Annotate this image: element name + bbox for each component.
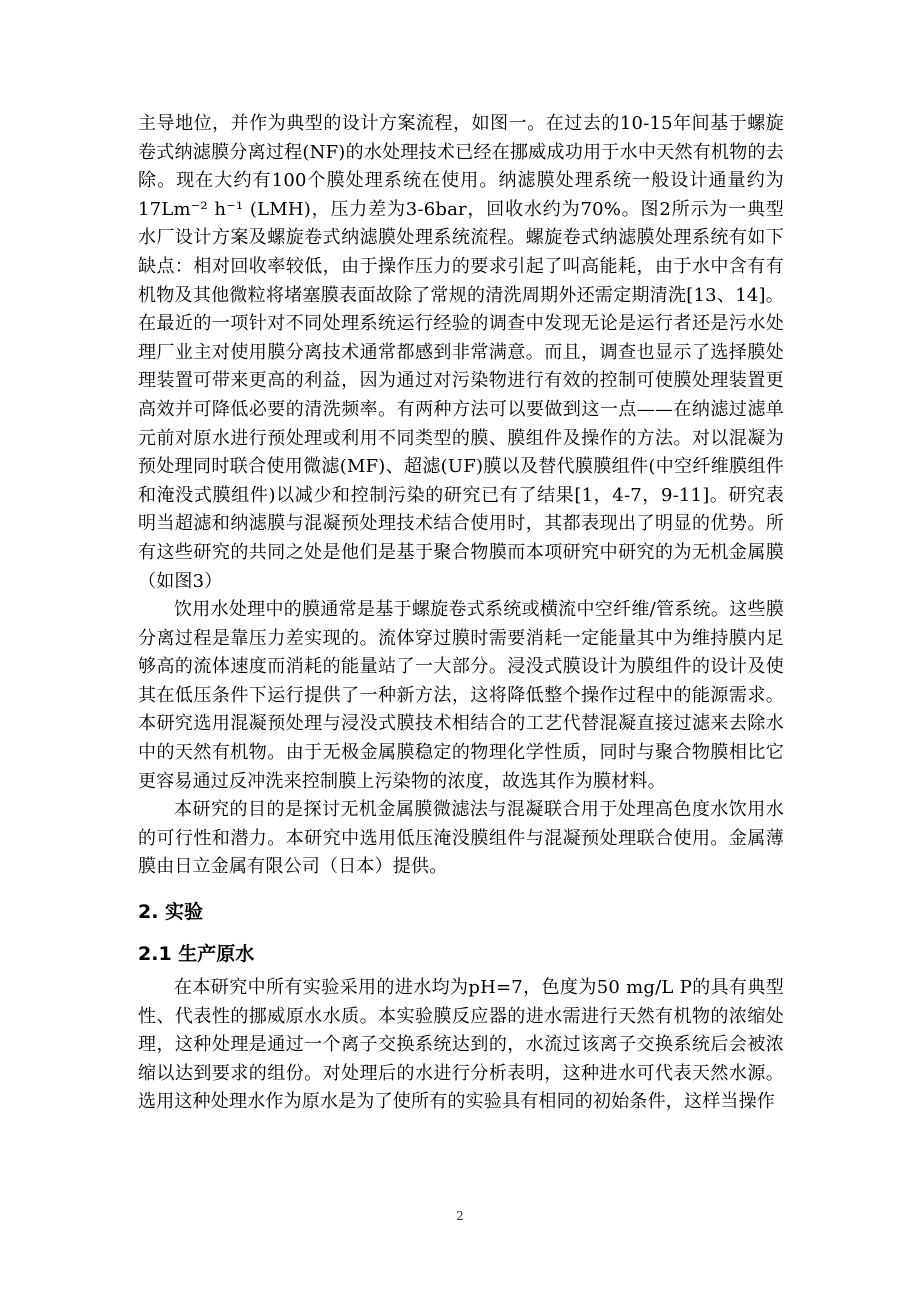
- page-number: 2: [456, 1209, 464, 1223]
- subsection-heading-raw-water: 2.1 生产原水: [138, 943, 255, 966]
- intro-paragraph-1: 主导地位，并作为典型的设计方案流程，如图一。在过去的10-15年间基于螺旋卷式纳滤膜分离过程(NF)的水处理技术已经在挪威成功用于水中天然有机物的去除。现在大约有100个膜处理系统在使用。纳滤膜处理系统一般设计通量约为17Lm⁻² h⁻¹ (LMH)，压力差为3-6bar，回收水约为70%。图2所示为一典型水厂设计方案及螺旋卷式纳滤膜处理系统流程。螺旋卷式纳滤膜处理系统有如下缺点：相对回收率较低，由于操作压力的要求引起了叫高能耗，由于水中含有有机物及其他微粒将堵塞膜表面故除了常规的清洗周期外还需定期清洗[13、14]。在最近的一项针对不同处理系统运行经验的调查中发现无论是运行者还是污水处理厂业主对使用膜分离技术通常都感到非常满意。而且，调查也显示了选择膜处理装置可带来更高的利益，因为通过对污染物进行有效的控制可使膜处理装置更高效并可降低必要的清洗频率。有两种方法可以要做到这一点——在纳滤过滤单元前对原水进行预处理或利用不同类型的膜、膜组件及操作的方法。对以混凝为预处理同时联合使用微滤(MF)、超滤(UF)膜以及替代膜膜组件(中空纤维膜组件和淹没式膜组件)以减少和控制污染的研究已有了结果[1，4-7，9-11]。研究表明当超滤和纳滤膜与混凝预处理技术结合使用时，其都表现出了明显的优势。所有这些研究的共同之处是他们是基于聚合物膜而本项研究中研究的为无机金属膜（如图3）: [138, 113, 784, 592]
- intro-paragraph-3: 本研究的目的是探讨无机金属膜微滤法与混凝联合用于处理高色度水饮用水的可行性和潜力。本研究中选用低压淹没膜组件与混凝预处理联合使用。金属薄膜由日立金属有限公司（日本）提供。: [138, 799, 784, 878]
- raw-water-paragraph: 在本研究中所有实验采用的进水均为pH=7，色度为50 mg/L P的具有典型性、代表性的挪威原水水质。本实验膜反应器的进水需进行天然有机物的浓缩处理，这种处理是通过一个离子交换系统达到的，水流过该离子交换系统后会被浓缩以达到要求的组份。对处理后的水进行分析表明，这种进水可代表天然水源。选用这种处理水作为原水是为了使所有的实验具有相同的初始条件，这样当操作: [138, 977, 784, 1113]
- page-body: [138, 110, 784, 1117]
- intro-paragraph-2: 饮用水处理中的膜通常是基于螺旋卷式系统或横流中空纤维/管系统。这些膜分离过程是靠压力差实现的。流体穿过膜时需要消耗一定能量其中为维持膜内足够高的流体速度而消耗的能量站了一大部分。浸没式膜设计为膜组件的设计及使其在低压条件下运行提供了一种新方法，这将降低整个操作过程中的能源需求。本研究选用混凝预处理与浸没式膜技术相结合的工艺代替混凝直接过滤来去除水中的天然有机物。由于无极金属膜稳定的物理化学性质，同时与聚合物膜相比它更容易通过反冲洗来控制膜上污染物的浓度，故选其作为膜材料。: [138, 599, 784, 792]
- section-heading-experiment: 2. 实验: [138, 901, 204, 924]
